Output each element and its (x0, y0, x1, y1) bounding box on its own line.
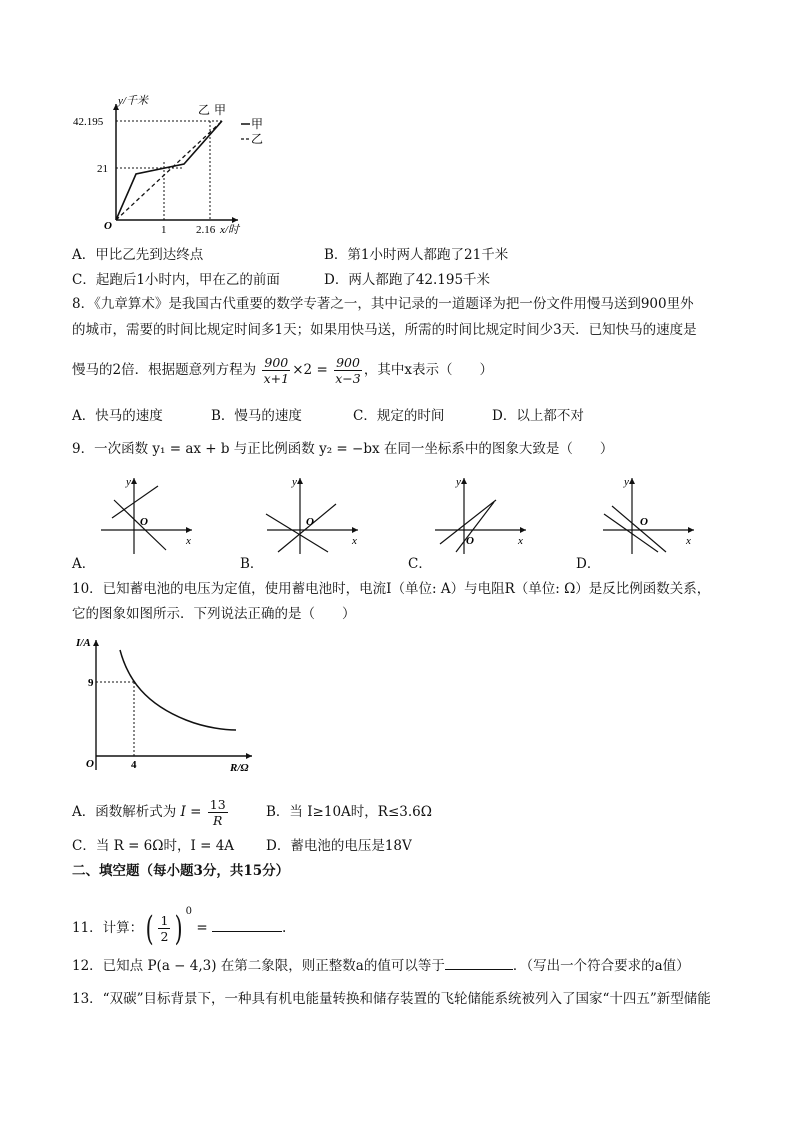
q11-answer-blank[interactable] (212, 917, 282, 932)
q8-frac1-num: 900 (264, 355, 289, 370)
legend-yi: 乙 (251, 132, 264, 146)
q11-exponent: 0 (185, 906, 193, 917)
q9a-o: O (140, 516, 148, 528)
q9c-o: O (466, 535, 474, 547)
q10-opta-var: I = (180, 804, 202, 820)
q9-graph-d[interactable] (598, 474, 698, 556)
q10-option-d[interactable]: D．蓄电池的电压是18V (266, 838, 412, 854)
q10-option-a[interactable] (72, 795, 230, 829)
q8-fraction-1 (262, 355, 290, 386)
q10-y-tick: 9 (88, 677, 94, 689)
q12-pre: 12．已知点 P(a − 4,3) 在第二象限，则正整数a的值可以等于 (72, 958, 445, 974)
curve-yi (116, 121, 222, 220)
q12-post: ．（写出一个符合要求的a值） (512, 958, 690, 974)
q9d-x: x (686, 535, 691, 547)
q10-option-c[interactable]: C．当 R = 6Ω时，I = 4A (72, 838, 235, 854)
q9-graph-a[interactable] (96, 474, 196, 556)
q10-x-tick: 4 (131, 759, 137, 771)
x-tick-1: 1 (161, 224, 167, 236)
q10-stem-line1: 10．已知蓄电池的电压为定值，使用蓄电池时，电流I（单位: A）与电阻R（单位: Ω）是反比例函数关系， (72, 581, 711, 597)
q9-option-a[interactable]: A． (72, 556, 96, 572)
q9-option-d[interactable]: D． (576, 556, 601, 572)
q12-answer-blank[interactable] (445, 955, 513, 970)
q7-option-b[interactable]: B．第1小时两人都跑了21千米 (324, 247, 509, 263)
legend-jia: 甲 (251, 117, 264, 131)
y-tick-42: 42.195 (73, 116, 104, 128)
q11-paren-left: ( (145, 908, 154, 949)
q8-option-c[interactable]: C．规定的时间 (353, 408, 445, 424)
q11-end: . (281, 920, 287, 936)
q9b-y: y (292, 476, 297, 488)
q10-origin: O (86, 758, 94, 770)
q8-frac1-den: x+1 (263, 371, 290, 386)
q11-num: 1 (160, 913, 169, 928)
q9a-y: y (126, 476, 131, 488)
section-title-fill-in: 二、填空题（每小题3分，共15分） (72, 863, 290, 879)
q11-equals: = (196, 920, 208, 936)
q10-x-label: R/Ω (230, 762, 249, 774)
q8-line3-pre: 慢马的2倍．根据题意列方程为 (72, 362, 257, 378)
q8-fraction-2 (334, 355, 362, 386)
q10-option-b[interactable]: B．当 I≥10A时，R≤3.6Ω (266, 804, 432, 820)
q9a-x: x (186, 535, 191, 547)
q8-stem-line3 (72, 353, 493, 387)
y-tick-21: 21 (97, 163, 108, 175)
q7-distance-time-chart (73, 92, 268, 240)
curve-label-yi: 乙 (198, 103, 211, 117)
q10-stem-line2: 它的图象如图所示．下列说法正确的是（ ） (72, 606, 356, 622)
q8-option-a[interactable]: A．快马的速度 (72, 408, 163, 424)
q11-paren-right: ) (175, 908, 184, 949)
origin-label: O (104, 220, 112, 232)
q10-opta-fraction (208, 797, 228, 828)
q7-option-a[interactable]: A．甲比乙先到达终点 (72, 247, 204, 263)
q8-frac2-num: 900 (336, 355, 360, 370)
q11-pre: 11．计算： (72, 920, 144, 936)
q10-y-label: I/A (76, 637, 91, 649)
q12 (72, 955, 690, 975)
x-axis-label: x/时 (220, 224, 239, 236)
q8-stem-line1: 8．《九章算术》是我国古代重要的数学专著之一，其中记录的一道题译为把一份文件用慢马送到900里外 (72, 296, 694, 312)
q9c-x: x (518, 535, 523, 547)
q9d-o: O (640, 516, 648, 528)
q9-option-b[interactable]: B． (240, 556, 264, 572)
q11-fraction (158, 913, 170, 944)
q9-graph-b[interactable] (262, 474, 362, 556)
q8-option-d[interactable]: D．以上都不对 (492, 408, 584, 424)
q7-option-c[interactable]: C．起跑后1小时内，甲在乙的前面 (72, 272, 280, 288)
q9b-o: O (306, 516, 314, 528)
q9-stem: 9．一次函数 y₁ = ax + b 与正比例函数 y₂ = −bx 在同一坐标系中的图象大致是（ ） (72, 441, 614, 457)
q7-option-d[interactable]: D．两人都跑了42.195千米 (324, 272, 491, 288)
q9c-y: y (456, 476, 461, 488)
q11 (72, 892, 287, 949)
q10-current-resistance-chart (66, 630, 262, 776)
q9b-x: x (352, 535, 357, 547)
q9d-y: y (624, 476, 629, 488)
q9-graph-c[interactable] (430, 474, 530, 556)
q8-option-b[interactable]: B．慢马的速度 (211, 408, 302, 424)
q11-den: 2 (160, 929, 169, 944)
curve-label-jia: 甲 (214, 103, 227, 117)
x-tick-216: 2.16 (196, 224, 216, 236)
q10-opta-den: R (213, 813, 223, 828)
q10-opta-pre: A．函数解析式为 (72, 804, 177, 820)
q8-times2: ×2 = (292, 362, 328, 378)
q10-opta-num: 13 (209, 797, 226, 812)
q9-option-c[interactable]: C． (408, 556, 432, 572)
q8-line3-post: ，其中x表示（ ） (363, 362, 494, 378)
y-axis-label: y/千米 (118, 95, 148, 107)
inverse-curve (120, 650, 236, 730)
q8-stem-line2: 的城市，需要的时间比规定时间多1天；如果用快马送，所需的时间比规定时间少3天．已知快马的速度是 (72, 322, 697, 338)
q8-frac2-den: x−3 (335, 371, 361, 386)
q13-stem-line1: 13．“双碳”目标背景下，一种具有机电能量转换和储存装置的飞轮储能系统被列入了国家“十四五”新型储能 (72, 991, 711, 1007)
